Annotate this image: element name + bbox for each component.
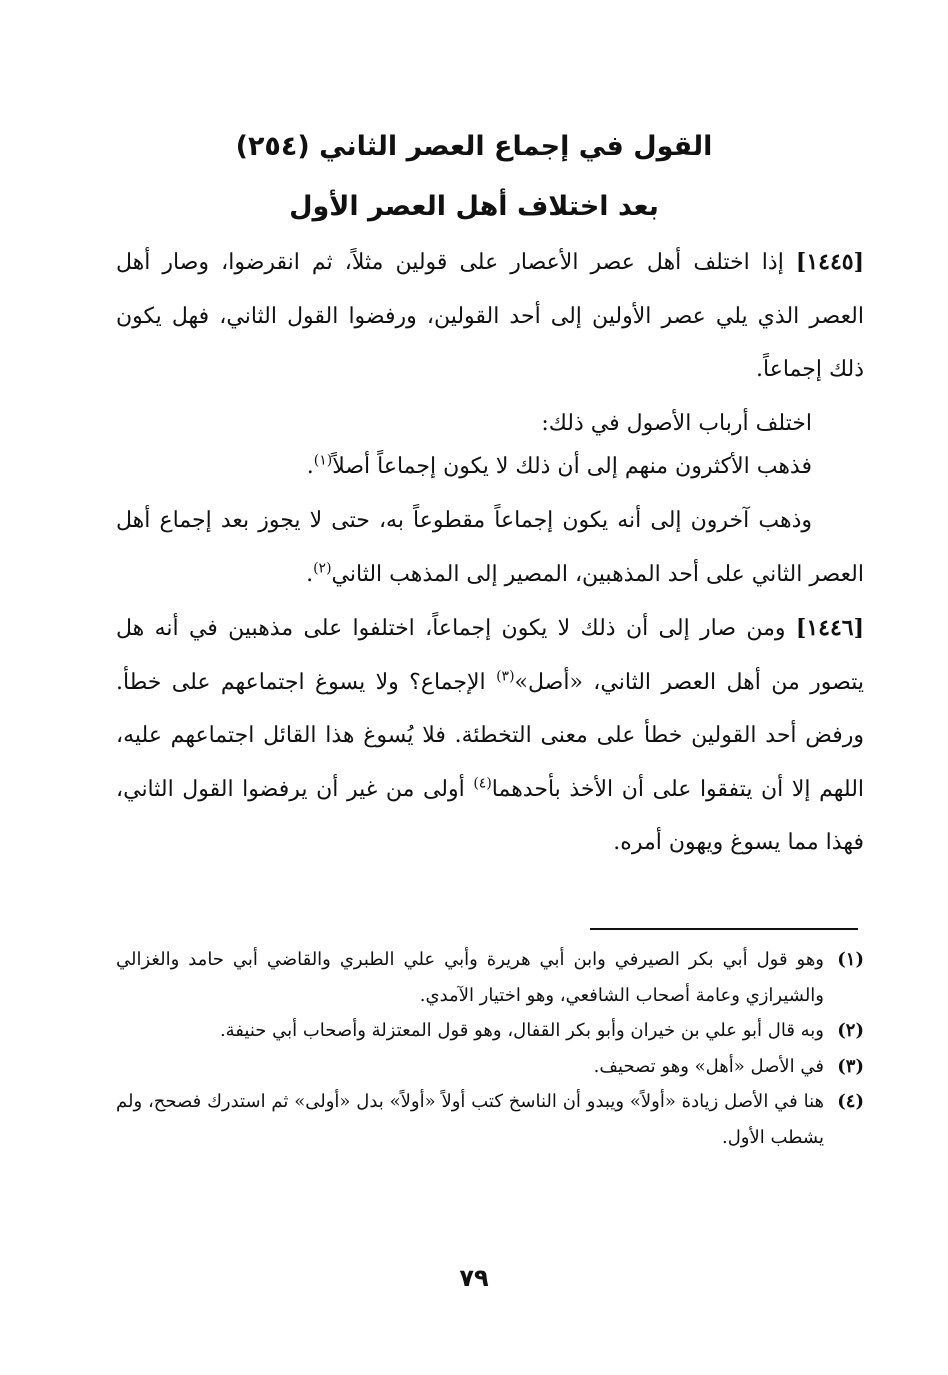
paragraph-text: أولى من غير أن يرفضوا القول الثاني، فهذا مما يسوغ ويهون أمره. xyxy=(116,776,864,855)
paragraph-1445 xyxy=(116,236,864,397)
footnote-number: (٣) xyxy=(837,1055,864,1077)
footnote-mark: (٣) xyxy=(496,668,515,685)
paragraph-majority-view xyxy=(116,440,864,494)
footnote-text: وهو قول أبي بكر الصيرفي وابن أبي هريرة وأبي علي الطبري والقاضي أبي حامد والغزالي والشيرازي وعامة أصحاب الشافعي، وهو اختيار الآمدي. xyxy=(116,949,824,1006)
footnote-number: (٢) xyxy=(837,1020,864,1041)
footnote-number: (١) xyxy=(837,949,864,970)
footnote-2 xyxy=(116,1013,864,1049)
footnote-number: (٤) xyxy=(837,1091,864,1112)
footnote-text: هنا في الأصل زيادة «أولاً» ويبدو أن الناسخ كتب أولاً «أولاً» بدل «أولى» ثم استدرك فصحح، ولم يشطب الأول. xyxy=(116,1091,824,1148)
chapter-subtitle: بعد اختلاف أهل العصر الأول xyxy=(289,191,659,222)
paragraph-tail: . xyxy=(306,454,314,479)
paragraph-text: ومن صار إلى أن ذلك لا يكون إجماعاً، اختلفوا على مذهبين في أنه هل يتصور من أهل العصر الثاني، «أصل» xyxy=(116,616,864,695)
footnote-text: وبه قال أبو علي بن خيران وأبو بكر القفال، وهو قول المعتزلة وأصحاب أبي حنيفة. xyxy=(219,1020,824,1041)
footnote-text: في الأصل «أهل» وهو تصحيف. xyxy=(593,1055,824,1077)
page-number: ٧٩ xyxy=(459,1264,489,1292)
paragraph-text: الإجماع؟ ولا يسوغ اجتماعهم على خطأ. ورفض أحد القولين خطأ على معنى التخطئة. فلا يُسوغ هذا القائل اجتماعهم عليه، اللهم إلا أن يتفقوا على أن الأخذ بأحدهما xyxy=(116,669,865,802)
paragraph-1446 xyxy=(116,602,864,870)
paragraph-text: وذهب آخرون إلى أنه يكون إجماعاً مقطوعاً به، حتى لا يجوز بعد إجماع أهل العصر الثاني على أحد المذهبين، المصير إلى المذهب الثاني xyxy=(116,508,864,587)
chapter-title: (٢٥٤) القول في إجماع العصر الثاني xyxy=(235,131,713,162)
paragraph-tail: . xyxy=(306,561,314,587)
footnote-mark: (٤) xyxy=(473,775,492,792)
footnote-mark: (١) xyxy=(313,452,333,469)
paragraph-other-view xyxy=(116,494,864,601)
paragraph-text: فذهب الأكثرون منهم إلى أن ذلك لا يكون إجماعاً أصلاً xyxy=(332,454,812,479)
footnote-4 xyxy=(116,1084,864,1155)
paragraph-number: [١٤٤٥] xyxy=(795,249,864,275)
footnote-3 xyxy=(116,1049,864,1085)
footnote-separator xyxy=(590,928,858,930)
footnotes xyxy=(116,942,864,1155)
footnote-mark: (٢) xyxy=(313,560,332,577)
footnote-1 xyxy=(116,942,864,1013)
paragraph-text: اختلف أرباب الأصول في ذلك: xyxy=(541,411,812,436)
paragraph-text: إذا اختلف أهل عصر الأعصار على قولين مثلاً، ثم انقرضوا، وصار أهل العصر الذي يلي عصر الأولين إلى أحد القولين، ورفضوا القول الثاني، فهل يكون ذلك إجماعاً. xyxy=(116,250,864,382)
paragraph-number: [١٤٤٦] xyxy=(795,615,864,641)
